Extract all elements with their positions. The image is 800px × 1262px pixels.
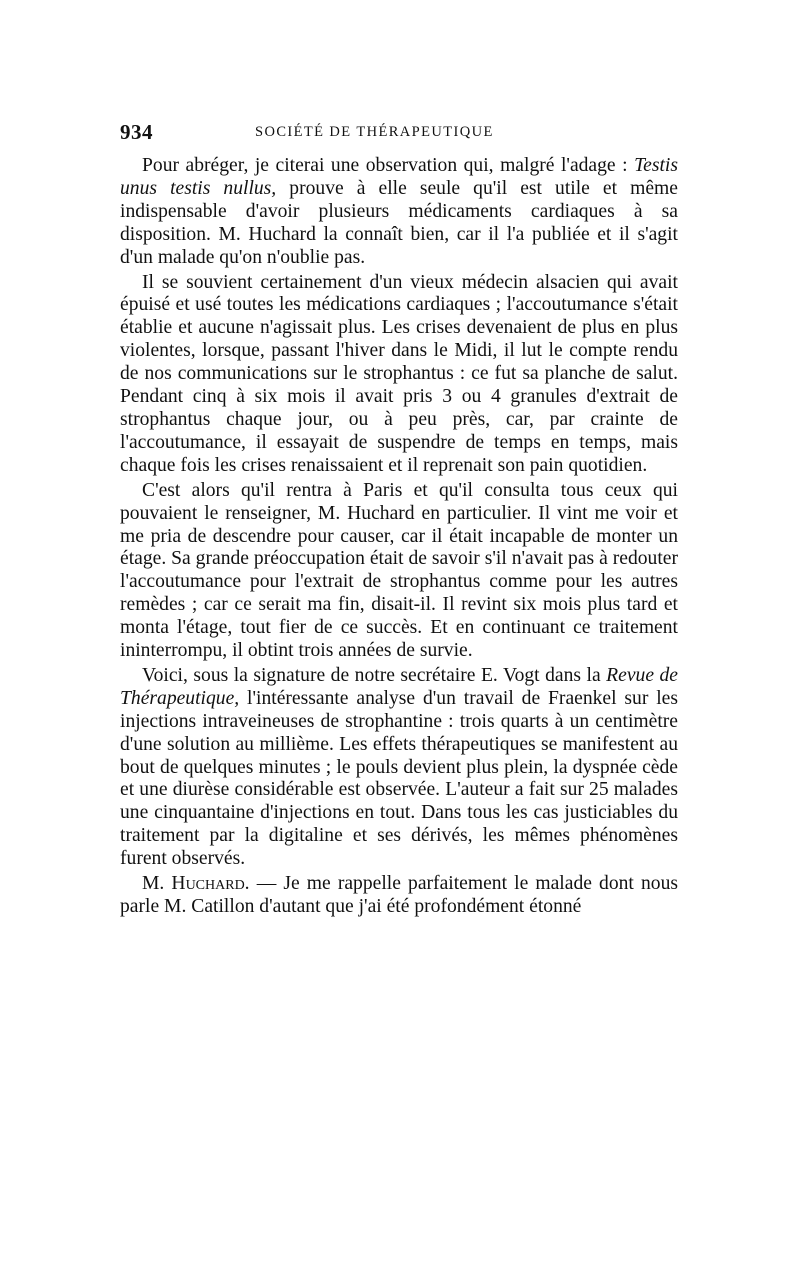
latin-adage: Testis unus testis nullus, [120, 155, 678, 199]
paragraph-5-text: — Je me rappelle parfaitement le malade dont nous parle M. Catillon d'autant que j'ai été profondément étonné [120, 873, 678, 917]
paragraph-1-text-end: prouve à elle seule qu'il est utile et même indispensable d'avoir plusieurs médicaments cardiaques à sa disposition. M. Huchard la connaît bien, car il l'a publiée et il s'agit d'un malade qu'on n'oublie pas. [120, 177, 678, 268]
paragraph-5 [120, 873, 678, 919]
speaker-name: M. Huchard. [142, 873, 250, 895]
page-header [120, 120, 680, 146]
paragraph-2: Il se souvient certainement d'un vieux médecin alsacien qui avait épuisé et usé toutes les médications cardiaques ; l'accoutumance s'était établie et aucune n'agissait plus. Les crises devenaient de plus en plus violentes, lorsque, passant l'hiver dans le Midi, il lut le compte rendu de nos communications sur le strophantus : ce fut sa planche de salut. Pendant cinq à six mois il avait pris 3 ou 4 granules d'extrait de strophantus chaque jour, ou à peu près, car, par crainte de l'accoutumance, il essayait de suspendre de temps en temps, mais chaque fois les crises renaissaient et il reprenait son pain quotidien. [120, 271, 678, 476]
paragraph-3: C'est alors qu'il rentra à Paris et qu'il consulta tous ceux qui pouvaient le renseigner, M. Huchard en particulier. Il vint me voir et me pria de descendre pour causer, car il était incapable de monter un étage. Sa grande préoccupation était de savoir s'il n'avait pas à redouter l'accoutumance pour l'extrait de strophantus comme pour les autres remèdes ; car ce serait ma fin, disait-il. Il revint six mois plus tard et monta l'étage, tout fier de ce succès. Et en continuant ce traitement ininterrompu, il obtint trois années de survie. [120, 479, 678, 662]
page-number: 934 [120, 120, 153, 144]
journal-title: Revue de Thérapeutique, [120, 664, 678, 709]
paragraph-1 [120, 155, 678, 270]
running-head: SOCIÉTÉ DE THÉRAPEUTIQUE [255, 124, 494, 140]
body-text [120, 155, 678, 919]
paragraph-4 [120, 665, 678, 871]
paragraph-4-text-start: Voici, sous la signature de notre secrétaire E. Vogt dans la [142, 664, 607, 686]
paragraph-1-text-start: Pour abréger, je citerai une observation qui, malgré l'adage : [142, 155, 635, 176]
paragraph-4-text-end: l'intéressante analyse d'un travail de Fraenkel sur les injections intraveineuses de strophantine : trois quarts à un centimètre d'une solution au millième. Les effets thérapeutiques se manifestent au bout de quelques minutes ; le pouls devient plus plein, la dyspnée cède et une diurèse considérable est observée. L'auteur a fait sur 25 malades une cinquantaine d'injections en tout. Dans tous les cas justiciables du traitement par la digitaline et ses dérivés, les mêmes phénomènes furent observés. [120, 687, 678, 870]
